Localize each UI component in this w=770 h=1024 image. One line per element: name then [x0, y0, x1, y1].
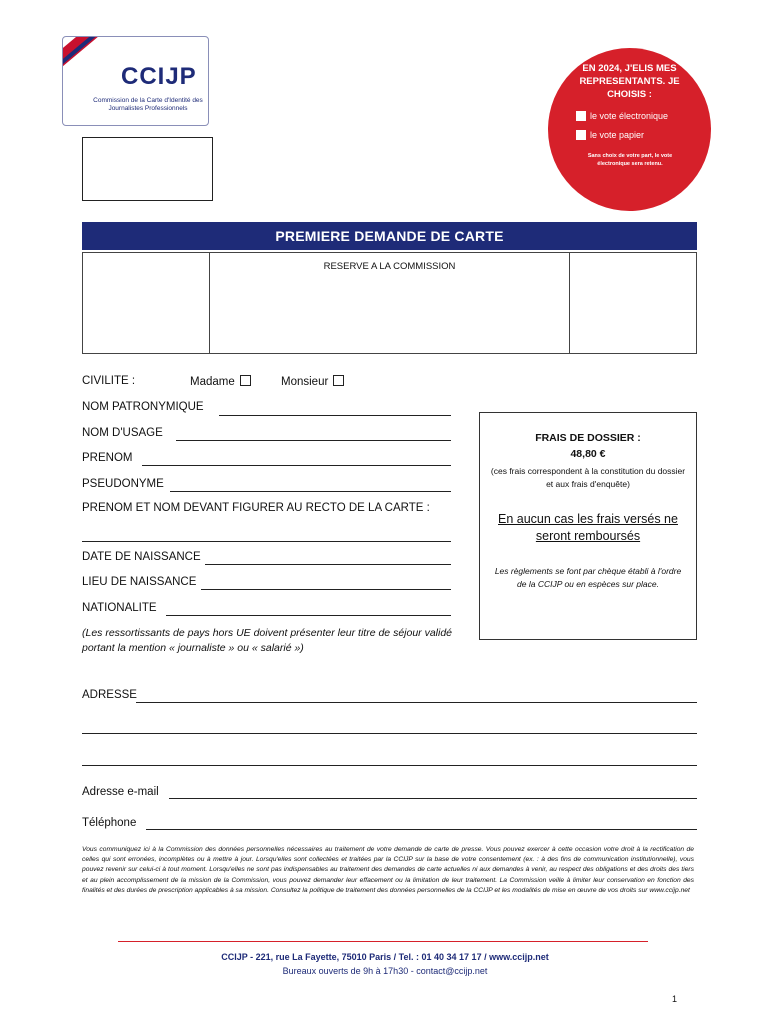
- nom-usage-label: NOM D'USAGE: [82, 427, 163, 439]
- checkbox-icon[interactable]: [240, 375, 251, 386]
- fees-amount: 48,80 €: [570, 448, 606, 460]
- ccijp-logo: [62, 36, 209, 126]
- privacy-notice: Vous communiquez ici à la Commission des données personnelles nécessaires au traitement de votre demande de carte de presse. Vous pouvez exercer à cette occasion votre droit à la rectification de celles qui sont erronées, incomplètes ou à mettre à jour. Lorsqu'elles sont collectées et traitées par la CCIJP sur la base de votre consentement (ex. : à des fins de communication institutionnelle), vous pouvez revenir sur celui-ci à tout moment. Lorsqu'elles ne sont pas indispensables au traitement des demandes de carte actuelles ni aux demandes à venir, au respect des obligations et des droits des tiers et au plein accomplissement de la mission de la Commission, vous pouvez demander leur effacement ou la limitation de leur traitement. La Commission veille à limiter leur conservation en fonction des finalités et des durées de prescription applicables à sa mission. Consultez la politique de traitement des données personnelles de la CCIJP et les modalités de mise en œuvre de vos droits sur www.ccijp.net: [82, 846, 694, 894]
- adresse-label: ADRESSE: [82, 689, 137, 701]
- checkbox-icon[interactable]: [576, 111, 586, 121]
- prenom-field[interactable]: [142, 465, 451, 466]
- checkbox-icon[interactable]: [576, 130, 586, 140]
- date-naissance-field[interactable]: [205, 564, 451, 565]
- fees-payment: Les règlements se font par chèque établi à l'ordre de la CCIJP ou en espèces sur place.: [494, 566, 682, 589]
- pseudonyme-field[interactable]: [170, 491, 451, 492]
- email-field[interactable]: [169, 798, 697, 799]
- adresse-field-line-2[interactable]: [82, 733, 697, 734]
- adresse-field-line-1[interactable]: [136, 702, 697, 703]
- monsieur-option[interactable]: [281, 375, 344, 388]
- lieu-naissance-label: LIEU DE NAISSANCE: [82, 576, 197, 588]
- checkbox-icon[interactable]: [333, 375, 344, 386]
- fees-box: [479, 412, 697, 640]
- fees-title: FRAIS DE DOSSIER :: [535, 432, 641, 444]
- monsieur-label: Monsieur: [281, 376, 329, 388]
- vote-option-electronic-label: le vote électronique: [590, 111, 669, 121]
- non-ue-note: (Les ressortissants de pays hors UE doivent présenter leur titre de séjour validé portant la mention « journaliste » ou « salarié »): [82, 627, 453, 654]
- telephone-label: Téléphone: [82, 817, 137, 829]
- page-title: PREMIERE DEMANDE DE CARTE: [82, 222, 697, 250]
- nom-patronymique-field[interactable]: [219, 415, 451, 416]
- table-divider: [569, 253, 570, 353]
- logo-subtitle: Commission de la Carte d'Identité des Journalistes Professionnels: [93, 97, 203, 112]
- page-number: 1: [672, 994, 678, 1004]
- civilite-label: CIVILITE :: [82, 375, 136, 387]
- fees-note: (ces frais correspondent à la constitution du dossier et aux frais d'enquête): [490, 466, 686, 489]
- madame-label: Madame: [190, 376, 235, 388]
- prenom-nom-carte-field[interactable]: [82, 541, 451, 542]
- email-label: Adresse e-mail: [82, 786, 159, 798]
- lieu-naissance-field[interactable]: [201, 589, 451, 590]
- fees-warning: En aucun cas les frais versés ne seront remboursés: [498, 512, 678, 543]
- adresse-field-line-3[interactable]: [82, 765, 697, 766]
- vote-choice-circle: [548, 48, 711, 211]
- photo-box[interactable]: [82, 137, 213, 201]
- vote-option-electronic[interactable]: [576, 111, 668, 121]
- nationalite-label: NATIONALITE: [82, 602, 157, 614]
- prenom-nom-carte-label: PRENOM ET NOM DEVANT FIGURER AU RECTO DE LA CARTE :: [82, 502, 430, 514]
- commission-label: RESERVE A LA COMMISSION: [323, 261, 456, 272]
- footer-address: CCIJP - 221, rue La Fayette, 75010 Paris / Tel. : 01 40 34 17 17 / www.ccijp.net: [221, 952, 549, 962]
- vote-option-paper-label: le vote papier: [590, 130, 645, 140]
- commission-reserved-table: [82, 252, 697, 354]
- nom-patronymique-label: NOM PATRONYMIQUE: [82, 401, 204, 413]
- date-naissance-label: DATE DE NAISSANCE: [82, 551, 201, 563]
- pseudonyme-label: PSEUDONYME: [82, 478, 164, 490]
- nom-usage-field[interactable]: [176, 440, 451, 441]
- logo-name: CCIJP: [121, 63, 197, 90]
- telephone-field[interactable]: [146, 829, 697, 830]
- footer-hours: Bureaux ouverts de 9h à 17h30 - contact@ccijp.net: [282, 966, 488, 976]
- vote-option-paper[interactable]: [576, 130, 644, 140]
- footer-divider: [118, 941, 648, 942]
- nationalite-field[interactable]: [166, 615, 451, 616]
- vote-title: EN 2024, J'ELIS MES REPRESENTANTS. JE CHOISIS :: [579, 63, 680, 100]
- prenom-label: PRENOM: [82, 452, 133, 464]
- madame-option[interactable]: [190, 375, 251, 388]
- vote-note: Sans choix de votre part, le vote électronique sera retenu.: [587, 153, 673, 167]
